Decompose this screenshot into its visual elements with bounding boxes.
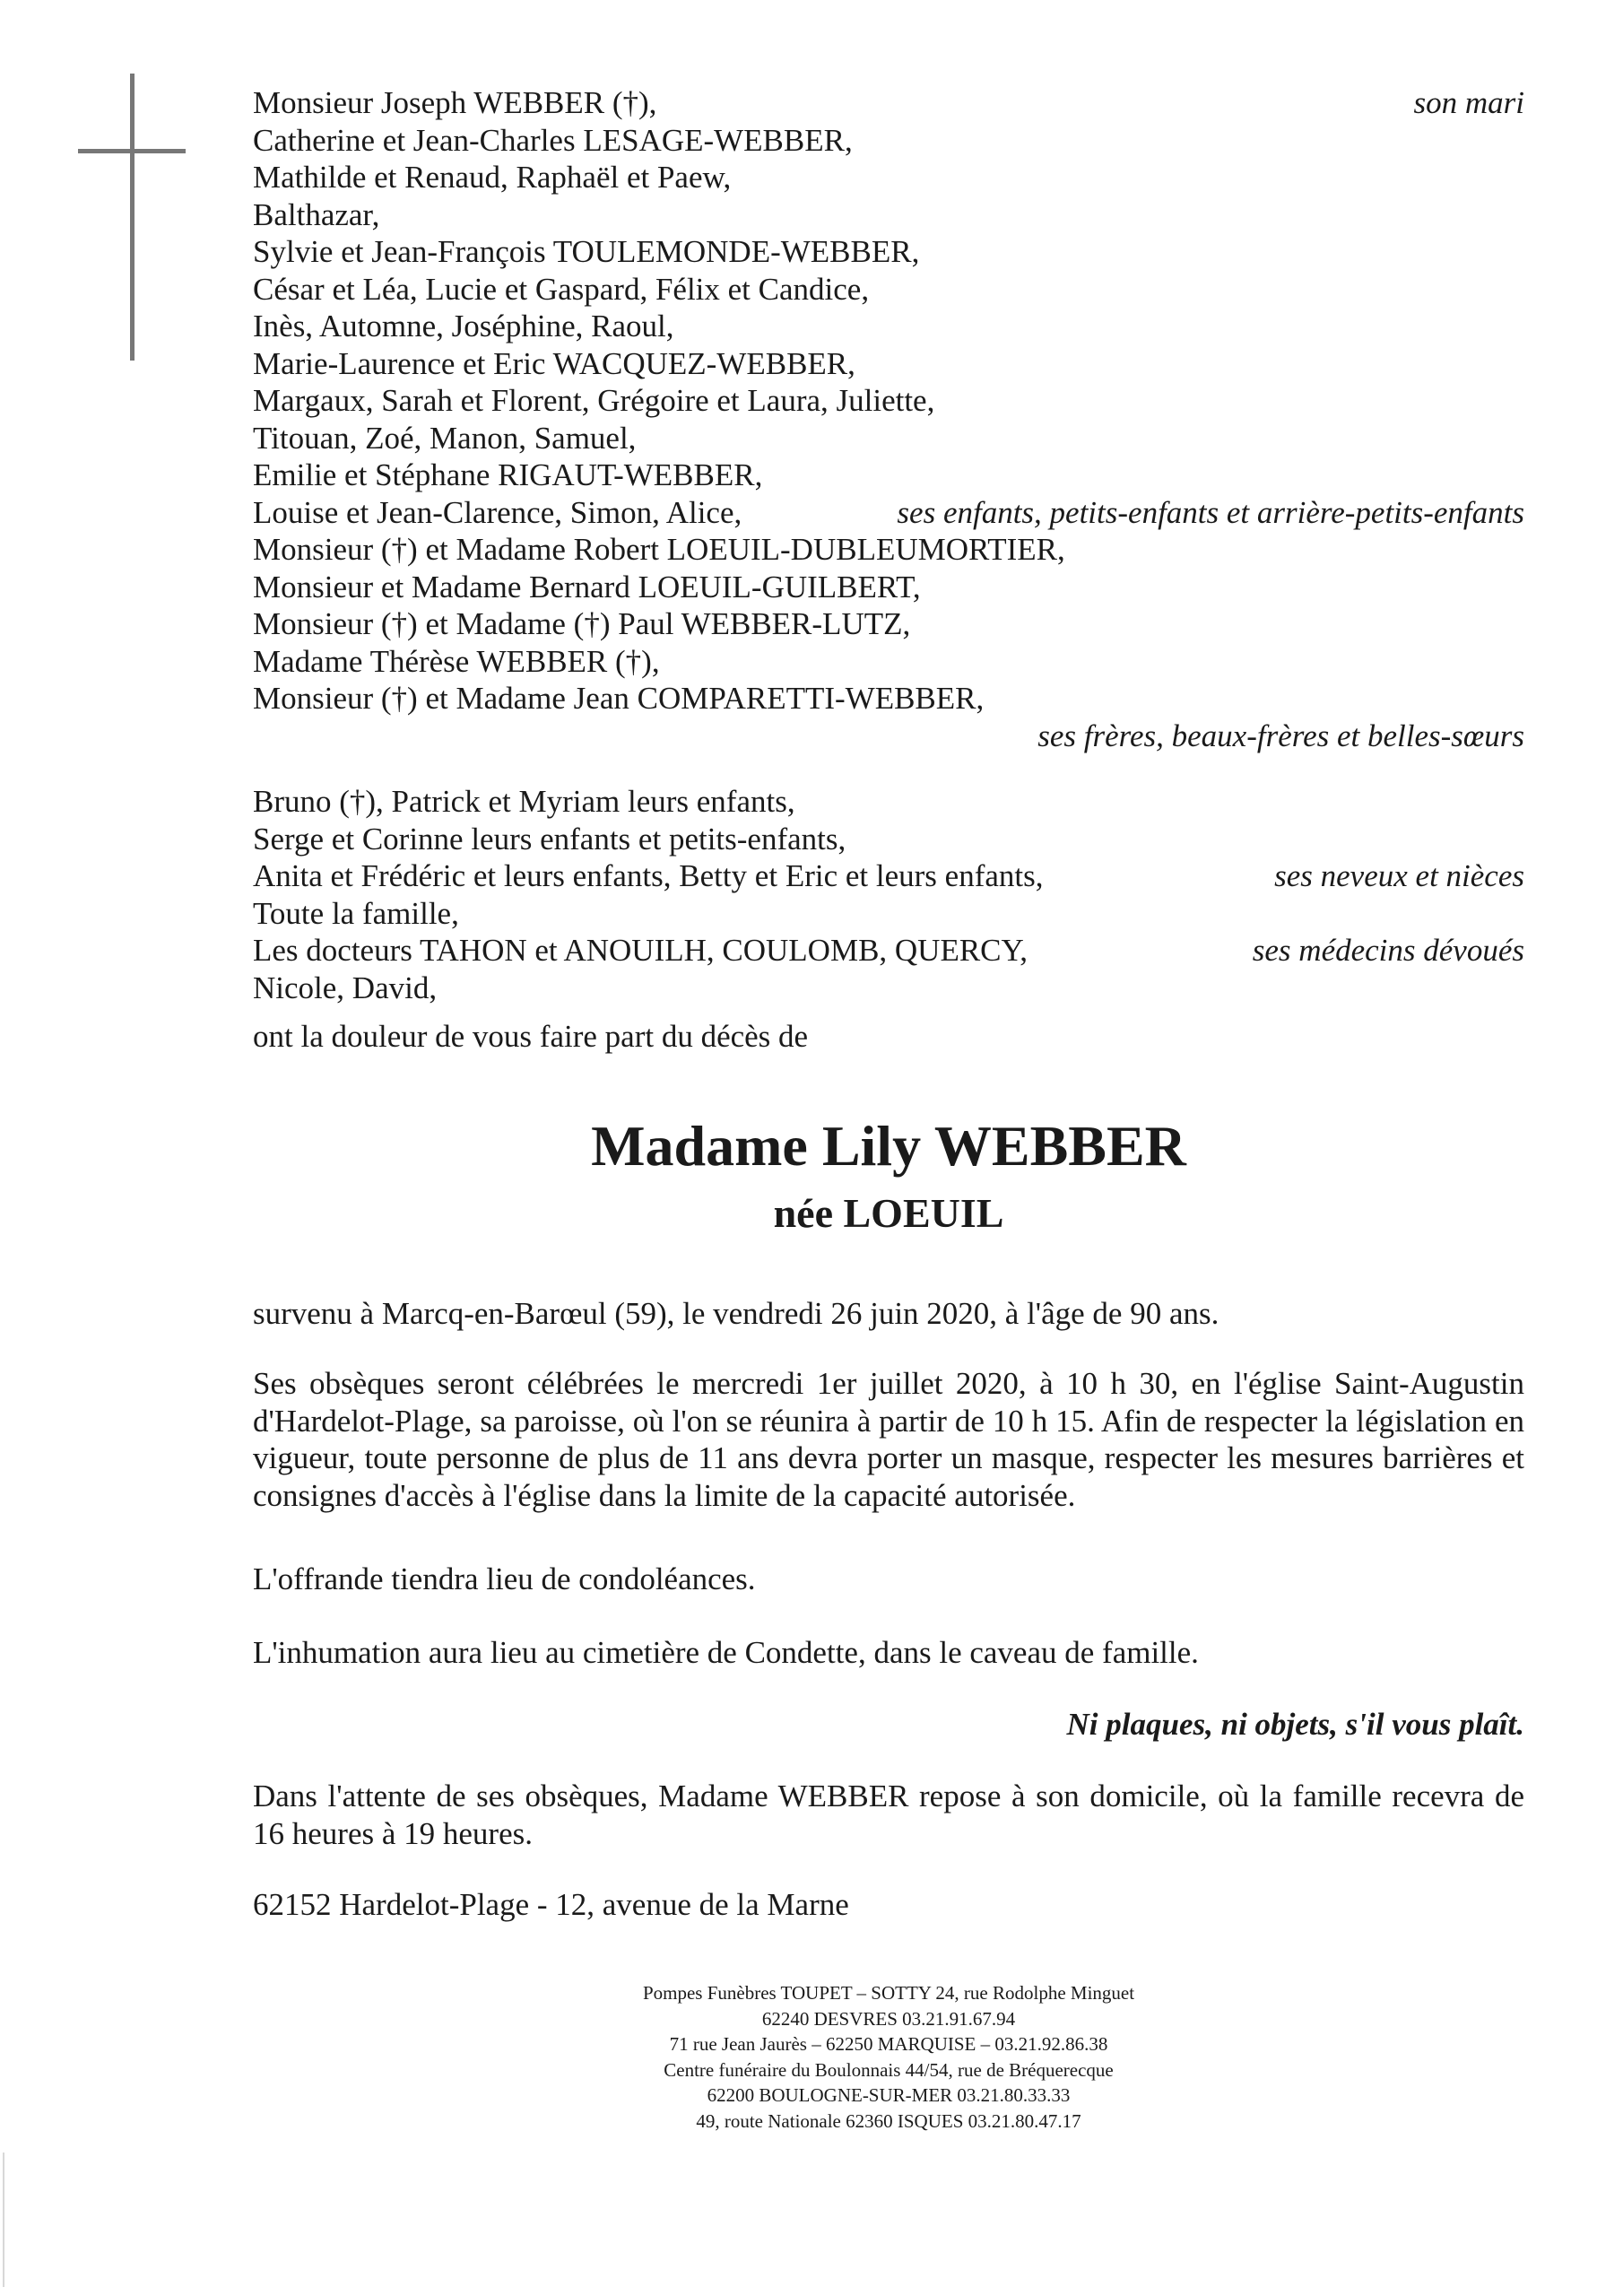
- family-row: [253, 970, 1524, 1007]
- family-names: Monsieur et Madame Bernard LOEUIL-GUILBERT,: [253, 569, 921, 604]
- family-row: [253, 457, 1524, 494]
- family-names: Balthazar,: [253, 196, 380, 232]
- family-row: [253, 680, 1524, 718]
- family-names: Inès, Automne, Joséphine, Raoul,: [253, 309, 674, 344]
- funeral-home-footer: [253, 1980, 1524, 2134]
- family-names: Mathilde et Renaud, Raphaël et Paew,: [253, 160, 732, 195]
- footer-line: 71 rue Jean Jaurès – 62250 MARQUISE – 03.21.92.86.38: [669, 2033, 1108, 2055]
- family-names: César et Léa, Lucie et Gaspard, Félix et Candice,: [253, 271, 870, 307]
- family-row: [253, 605, 1524, 643]
- family-names: Bruno (†), Patrick et Myriam leurs enfants,: [253, 784, 795, 819]
- family-names: Titouan, Zoé, Manon, Samuel,: [253, 420, 637, 456]
- cross-icon-horizontal: [78, 149, 186, 153]
- family-relation: ses médecins dévoués: [1252, 933, 1524, 968]
- deceased-name: Madame Lily WEBBER: [591, 1114, 1186, 1178]
- family-row: [253, 420, 1524, 457]
- footer-line: Centre funéraire du Boulonnais 44/54, rue de Bréquerecque: [664, 2058, 1114, 2081]
- family-row: [253, 345, 1524, 383]
- scan-edge-mark: [3, 2152, 4, 2287]
- family-names: Margaux, Sarah et Florent, Grégoire et Laura, Juliette,: [253, 383, 935, 418]
- family-row: [253, 122, 1524, 160]
- funeral-details: Ses obsèques seront célébrées le mercredi 1er juillet 2020, à 10 h 30, en l'église Saint-Augustin d'Hardelot-Plage, sa paroisse, où l'on se réunira à partir de 10 h 15. Afin de respecter la législation en vigueur, toute personne de plus de 11 ans devra porter un masque, respecter les mesures barrières et consignes d'accès à l'église dans la limite de la capacité autorisée.: [253, 1366, 1524, 1513]
- burial-note: L'inhumation aura lieu au cimetière de Condette, dans le caveau de famille.: [253, 1635, 1199, 1670]
- family-list: [253, 84, 1524, 1006]
- family-row: [253, 271, 1524, 309]
- family-row: [253, 569, 1524, 606]
- home-address: 62152 Hardelot-Plage - 12, avenue de la Marne: [253, 1887, 849, 1922]
- family-relation: son mari: [1413, 85, 1524, 120]
- cross-icon-vertical: [130, 74, 135, 361]
- family-relation: ses enfants, petits-enfants et arrière-petits-enfants: [897, 494, 1524, 530]
- family-row: [253, 821, 1524, 858]
- family-names: Monsieur (†) et Madame Robert LOEUIL-DUBLEUMORTIER,: [253, 532, 1065, 567]
- family-row: [253, 84, 1524, 122]
- family-names: Marie-Laurence et Eric WACQUEZ-WEBBER,: [253, 345, 855, 381]
- family-relation: ses neveux et nièces: [1274, 858, 1524, 893]
- footer-line: Pompes Funèbres TOUPET – SOTTY 24, rue Rodolphe Minguet: [642, 1982, 1135, 2004]
- family-row: [253, 857, 1524, 895]
- family-names: Madame Thérèse WEBBER (†),: [253, 643, 660, 679]
- family-row: [253, 494, 1524, 532]
- family-names: Monsieur Joseph WEBBER (†),: [253, 85, 657, 120]
- family-row: [253, 895, 1524, 933]
- family-names: Les docteurs TAHON et ANOUILH, COULOMB, QUERCY,: [253, 933, 1028, 968]
- family-names: Emilie et Stéphane RIGAUT-WEBBER,: [253, 457, 763, 492]
- family-names: Sylvie et Jean-François TOULEMONDE-WEBBER,: [253, 234, 920, 269]
- death-details: survenu à Marcq-en-Barœul (59), le vendredi 26 juin 2020, à l'âge de 90 ans.: [253, 1296, 1219, 1331]
- footer-line: 62200 BOULOGNE-SUR-MER 03.21.80.33.33: [707, 2084, 1071, 2106]
- family-names: Nicole, David,: [253, 970, 438, 1005]
- family-names: Toute la famille,: [253, 895, 459, 931]
- family-row: [253, 718, 1524, 755]
- family-names: Anita et Frédéric et leurs enfants, Betty et Eric et leurs enfants,: [253, 858, 1044, 893]
- family-row: [253, 196, 1524, 234]
- offering-note: L'offrande tiendra lieu de condoléances.: [253, 1561, 756, 1596]
- family-row: [253, 382, 1524, 420]
- family-row: [253, 932, 1524, 970]
- family-relation: ses frères, beaux-frères et belles-sœurs: [1037, 718, 1524, 753]
- visitation-note: Dans l'attente de ses obsèques, Madame WEBBER repose à son domicile, où la famille recevra de 16 heures à 19 heures.: [253, 1779, 1524, 1851]
- deceased-maiden-name: née LOEUIL: [773, 1190, 1004, 1236]
- family-names: Monsieur (†) et Madame Jean COMPARETTI-WEBBER,: [253, 681, 985, 716]
- footer-line: 49, route Nationale 62360 ISQUES 03.21.80.47.17: [696, 2109, 1081, 2132]
- family-row: [253, 783, 1524, 821]
- announcement-intro: ont la douleur de vous faire part du décès de: [253, 1019, 809, 1054]
- family-row: [253, 233, 1524, 271]
- family-names: Catherine et Jean-Charles LESAGE-WEBBER,: [253, 122, 853, 158]
- family-row: [253, 308, 1524, 345]
- family-row-spacer: [253, 754, 1524, 783]
- family-row: [253, 159, 1524, 196]
- family-row: [253, 643, 1524, 681]
- family-row: [253, 531, 1524, 569]
- footer-line: 62240 DESVRES 03.21.91.67.94: [761, 2007, 1016, 2030]
- family-names: Louise et Jean-Clarence, Simon, Alice,: [253, 494, 742, 530]
- family-names: Serge et Corinne leurs enfants et petits-enfants,: [253, 821, 846, 857]
- no-plaques-note: Ni plaques, ni objets, s'il vous plaît.: [1066, 1707, 1524, 1742]
- family-names: Monsieur (†) et Madame (†) Paul WEBBER-LUTZ,: [253, 606, 911, 641]
